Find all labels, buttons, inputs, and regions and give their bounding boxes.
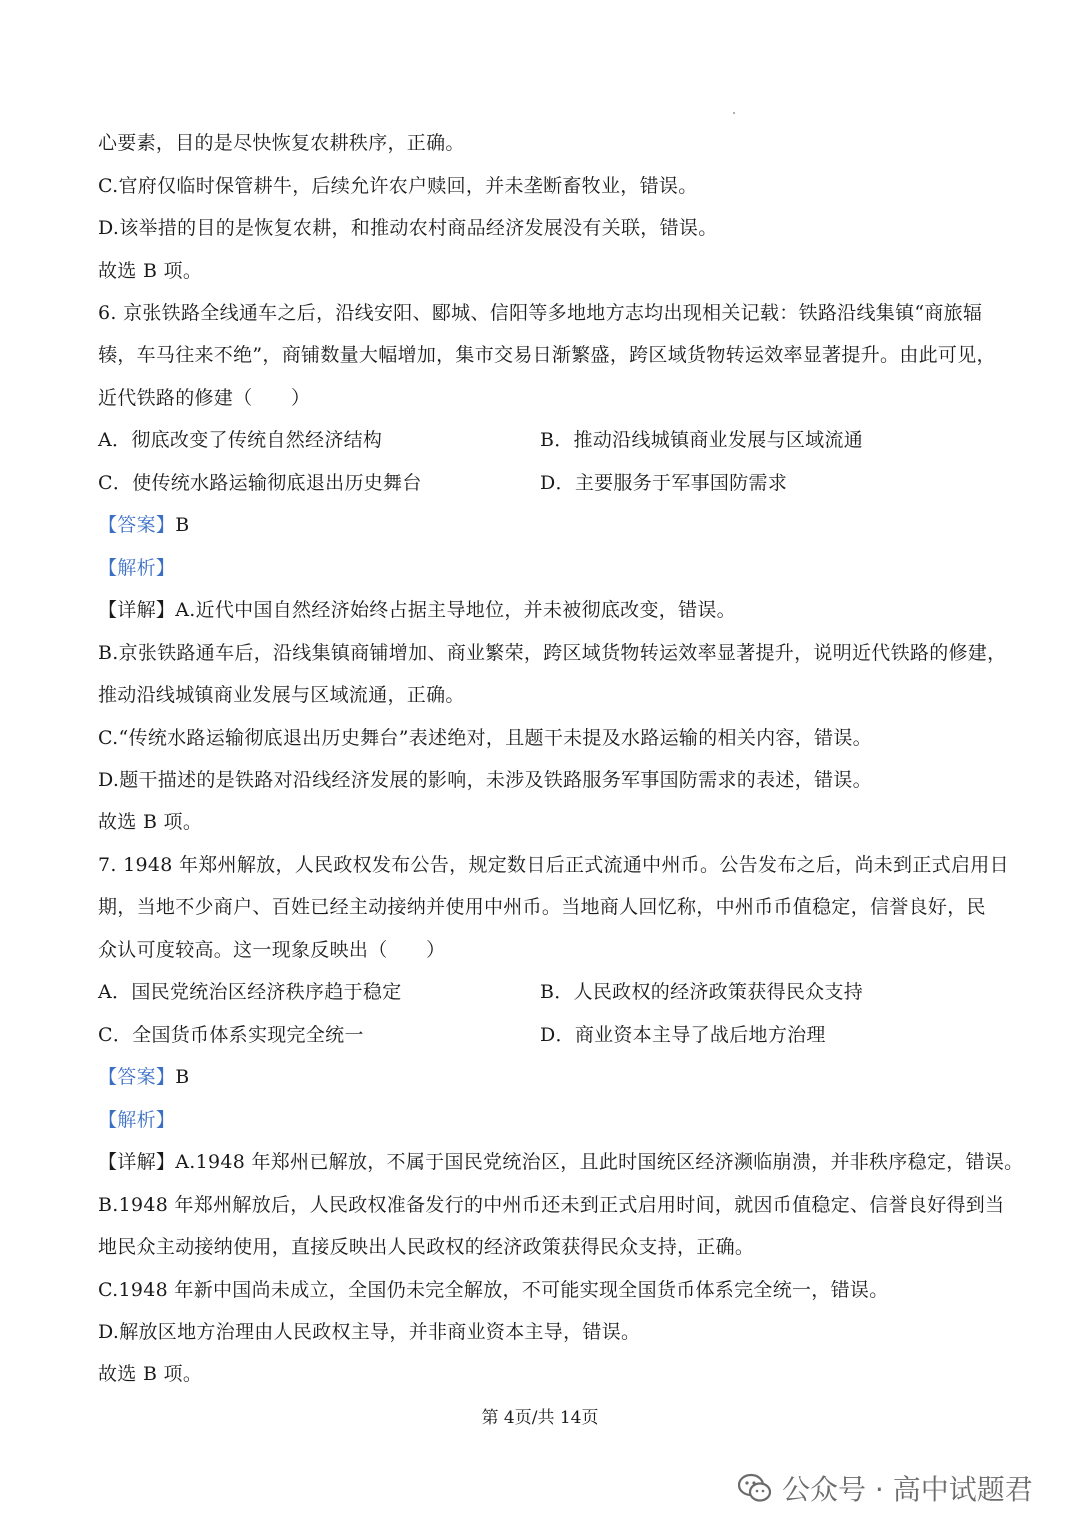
- answer-tag: 【答案】: [98, 1066, 176, 1088]
- q7-detail-a: [98, 1150, 1023, 1174]
- q6-option-a: A．彻底改变了传统自然经济结构: [98, 429, 383, 451]
- detail-text: A.近代中国自然经济始终占据主导地位，并未被彻底改变，错误。: [175, 599, 736, 621]
- question-6-stem: 近代铁路的修建（ ）: [98, 387, 311, 409]
- scan-speck: [733, 112, 735, 114]
- q7-detail-b: B.1948 年郑州解放后，人民政权准备发行的中州币还未到正式启用时间，就因币值稳定、信誉良好得到当: [98, 1194, 1005, 1216]
- q7-detail-b: 地民众主动接纳使用，直接反映出人民政权的经济政策获得民众支持，正确。: [98, 1236, 755, 1258]
- q6-analysis: [98, 556, 175, 580]
- analysis-tag: 【解析】: [98, 1109, 176, 1131]
- q6-detail-d: D.题干描述的是铁路对沿线经济发展的影响，未涉及铁路服务军事国防需求的表述，错误。: [98, 769, 872, 791]
- q7-option-c: C．全国货币体系实现完全统一: [98, 1024, 364, 1046]
- question-7-stem: 众认可度较高。这一现象反映出（ ）: [98, 939, 446, 961]
- q6-answer: [98, 513, 189, 537]
- q7-analysis: [98, 1108, 175, 1132]
- q7-answer: [98, 1065, 189, 1089]
- text-line: D.该举措的目的是恢复农耕，和推动农村商品经济发展没有关联，错误。: [98, 217, 718, 239]
- q6-option-d: D．主要服务于军事国防需求: [540, 472, 788, 494]
- watermark-text: 公众号 · 高中试题君: [782, 1473, 1033, 1506]
- q6-conclusion: 故选 B 项。: [98, 811, 203, 833]
- q6-detail-b: B.京张铁路通车后，沿线集镇商铺增加、商业繁荣，跨区域货物转运效率显著提升，说明近代铁路的修建，: [98, 642, 1007, 664]
- wechat-icon: [738, 1473, 772, 1503]
- question-6-stem: 辏，车马往来不绝”，商铺数量大幅增加，集市交易日渐繁盛，跨区域货物转运效率显著提升。由此可见，: [98, 344, 996, 366]
- text-line: 故选 B 项。: [98, 260, 203, 282]
- detail-text: A.1948 年郑州已解放，不属于国民党统治区，且此时国统区经济濒临崩溃，并非秩序稳定，错误。: [175, 1151, 1024, 1173]
- q6-detail-a: [98, 598, 736, 622]
- answer-value: B: [175, 514, 190, 536]
- text-line: C.官府仅临时保管耕牛，后续允许农户赎回，并未垄断畜牧业，错误。: [98, 175, 698, 197]
- question-7-stem: 期，当地不少商户、百姓已经主动接纳并使用中州币。当地商人回忆称，中州币币值稳定，信誉良好，民: [98, 896, 986, 918]
- q7-option-b: B．人民政权的经济政策获得民众支持: [540, 981, 864, 1003]
- q6-option-b: B．推动沿线城镇商业发展与区域流通: [540, 429, 864, 451]
- page-number: 第 4页/共 14页: [481, 1408, 599, 1428]
- question-6-stem: 6. 京张铁路全线通车之后，沿线安阳、郾城、信阳等多地地方志均出现相关记载：铁路沿线集镇“商旅辐: [98, 302, 983, 324]
- question-7-stem: 7. 1948 年郑州解放，人民政权发布公告，规定数日后正式流通中州币。公告发布之后，尚未到正式启用日: [98, 854, 1009, 876]
- analysis-tag: 【解析】: [98, 557, 176, 579]
- q6-detail-b: 推动沿线城镇商业发展与区域流通，正确。: [98, 684, 465, 706]
- q7-detail-c: C.1948 年新中国尚未成立，全国仍未完全解放，不可能实现全国货币体系完全统一，错误。: [98, 1279, 889, 1301]
- detail-tag: 【详解】: [98, 1151, 176, 1173]
- answer-value: B: [175, 1066, 190, 1088]
- watermark: [738, 1468, 1033, 1508]
- answer-tag: 【答案】: [98, 514, 176, 536]
- text-line: 心要素，目的是尽快恢复农耕秩序，正确。: [98, 132, 465, 154]
- q6-option-c: C．使传统水路运输彻底退出历史舞台: [98, 472, 422, 494]
- detail-tag: 【详解】: [98, 599, 176, 621]
- q7-detail-d: D.解放区地方治理由人民政权主导，并非商业资本主导，错误。: [98, 1321, 641, 1343]
- q7-conclusion: 故选 B 项。: [98, 1363, 203, 1385]
- q6-detail-c: C.“传统水路运输彻底退出历史舞台”表述绝对，且题干未提及水路运输的相关内容，错误。: [98, 727, 872, 749]
- q7-option-a: A．国民党统治区经济秩序趋于稳定: [98, 981, 402, 1003]
- q7-option-d: D．商业资本主导了战后地方治理: [540, 1024, 826, 1046]
